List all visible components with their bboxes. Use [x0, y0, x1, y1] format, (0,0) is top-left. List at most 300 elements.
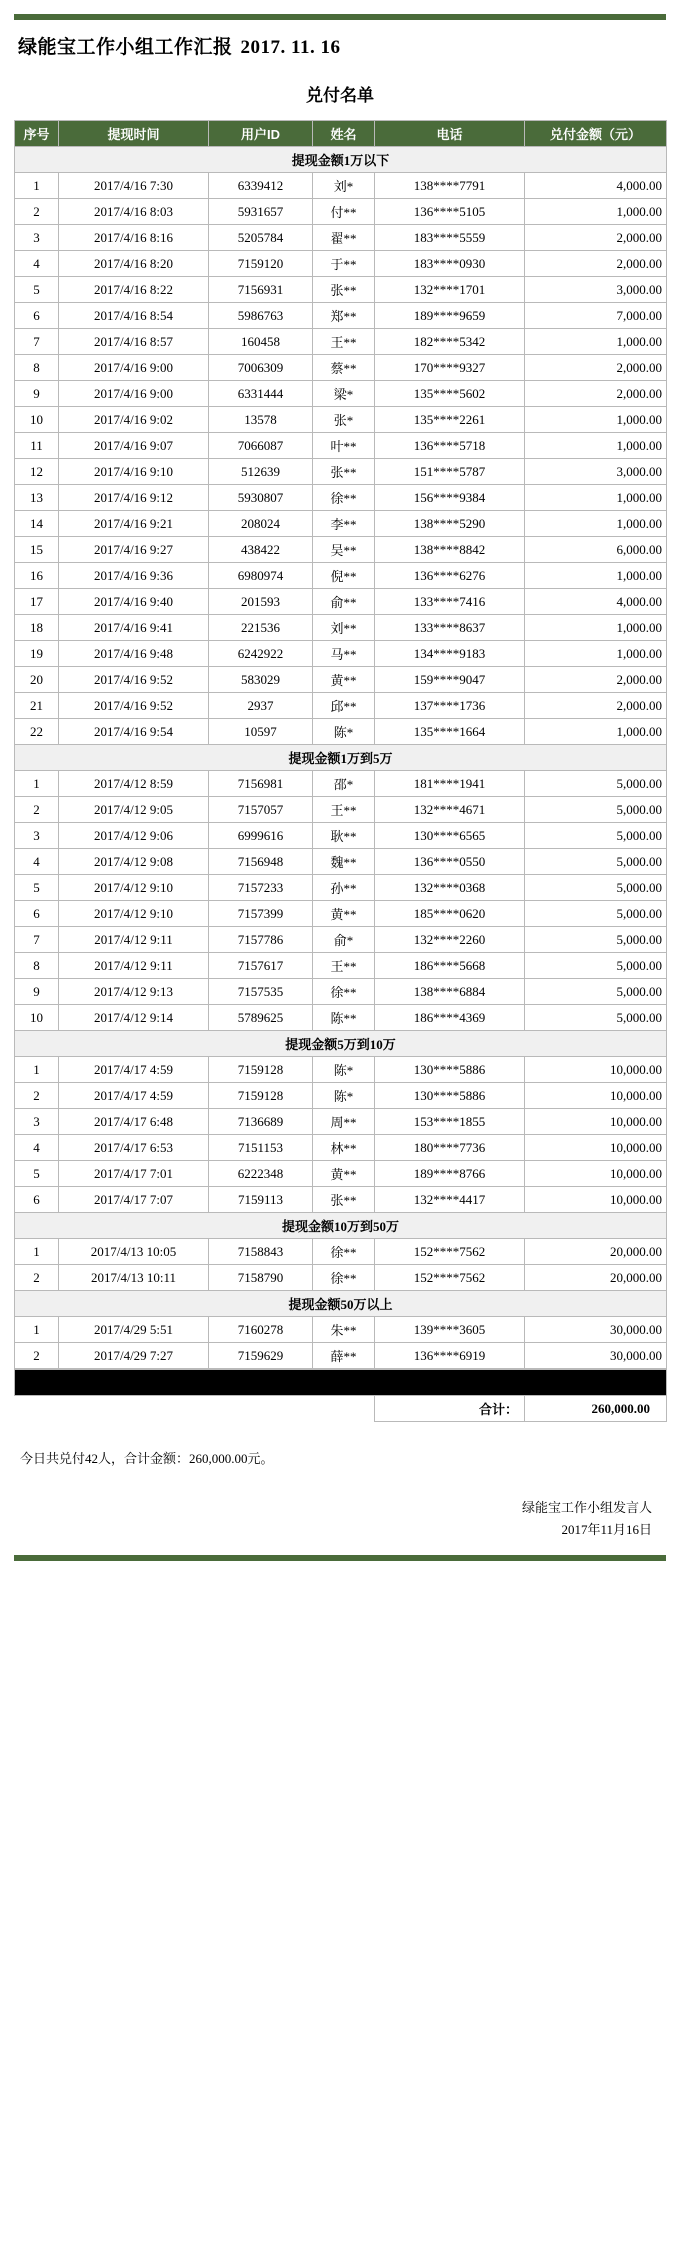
cell-phone: 189****8766 [375, 1161, 525, 1187]
cell-time: 2017/4/16 9:48 [59, 641, 209, 667]
cell-time: 2017/4/17 4:59 [59, 1083, 209, 1109]
table-row [15, 511, 667, 537]
table-row [15, 1161, 667, 1187]
total-table [14, 1369, 667, 1422]
cell-amount: 5,000.00 [525, 1005, 667, 1031]
cell-amount: 2,000.00 [525, 381, 667, 407]
cell-index: 15 [15, 537, 59, 563]
cell-name: 周** [313, 1109, 375, 1135]
table-row [15, 1317, 667, 1343]
cell-index: 9 [15, 979, 59, 1005]
cell-userid: 7157786 [209, 927, 313, 953]
table-row [15, 329, 667, 355]
cell-index: 14 [15, 511, 59, 537]
page-title-text: 绿能宝工作小组工作汇报 [18, 37, 233, 58]
cell-amount: 10,000.00 [525, 1135, 667, 1161]
cell-phone: 132****1701 [375, 277, 525, 303]
cell-amount: 2,000.00 [525, 667, 667, 693]
cell-index: 19 [15, 641, 59, 667]
table-row [15, 589, 667, 615]
cell-name: 陈* [313, 1083, 375, 1109]
cell-userid: 208024 [209, 511, 313, 537]
cell-amount: 2,000.00 [525, 251, 667, 277]
signature-org: 绿能宝工作小组发言人 [521, 1500, 652, 1515]
cell-amount: 5,000.00 [525, 901, 667, 927]
cell-phone: 186****4369 [375, 1005, 525, 1031]
table-row [15, 251, 667, 277]
cell-name: 王** [313, 329, 375, 355]
cell-amount: 1,000.00 [525, 329, 667, 355]
cell-name: 徐** [313, 485, 375, 511]
cell-name: 张** [313, 277, 375, 303]
cell-phone: 151****5787 [375, 459, 525, 485]
cell-phone: 136****6276 [375, 563, 525, 589]
table-row [15, 563, 667, 589]
column-header-index: 序号 [15, 121, 59, 147]
table-header [15, 121, 667, 147]
cell-time: 2017/4/29 5:51 [59, 1317, 209, 1343]
cell-userid: 5930807 [209, 485, 313, 511]
cell-phone: 183****0930 [375, 251, 525, 277]
top-divider [14, 14, 666, 20]
cell-phone: 138****6884 [375, 979, 525, 1005]
bottom-divider [14, 1555, 666, 1561]
table-row [15, 875, 667, 901]
table-row [15, 173, 667, 199]
cell-index: 10 [15, 1005, 59, 1031]
table-row [15, 823, 667, 849]
cell-amount: 2,000.00 [525, 693, 667, 719]
cell-amount: 1,000.00 [525, 199, 667, 225]
cell-name: 薛** [313, 1343, 375, 1369]
cell-index: 7 [15, 329, 59, 355]
table-row [15, 537, 667, 563]
cell-phone: 189****9659 [375, 303, 525, 329]
cell-phone: 159****9047 [375, 667, 525, 693]
cell-time: 2017/4/16 8:22 [59, 277, 209, 303]
cell-phone: 134****9183 [375, 641, 525, 667]
cell-userid: 5789625 [209, 1005, 313, 1031]
cell-userid: 201593 [209, 589, 313, 615]
cell-name: 蔡** [313, 355, 375, 381]
cell-name: 郑** [313, 303, 375, 329]
table-row [15, 199, 667, 225]
table-row [15, 1265, 667, 1291]
cell-amount: 5,000.00 [525, 797, 667, 823]
cell-index: 7 [15, 927, 59, 953]
cell-amount: 10,000.00 [525, 1057, 667, 1083]
group-header-row [15, 147, 667, 173]
signature-date: 2017年11月16日 [561, 1522, 652, 1538]
table-header-row [15, 121, 667, 147]
cell-amount: 5,000.00 [525, 849, 667, 875]
cell-name: 徐** [313, 979, 375, 1005]
cell-userid: 5931657 [209, 199, 313, 225]
cell-amount: 20,000.00 [525, 1265, 667, 1291]
cell-userid: 10597 [209, 719, 313, 745]
cell-userid: 221536 [209, 615, 313, 641]
cell-time: 2017/4/16 9:12 [59, 485, 209, 511]
cell-userid: 6331444 [209, 381, 313, 407]
cell-time: 2017/4/16 9:00 [59, 381, 209, 407]
cell-amount: 2,000.00 [525, 225, 667, 251]
table-row [15, 459, 667, 485]
cell-userid: 13578 [209, 407, 313, 433]
cell-name: 张* [313, 407, 375, 433]
cell-phone: 136****0550 [375, 849, 525, 875]
cell-phone: 137****1736 [375, 693, 525, 719]
cell-phone: 181****1941 [375, 771, 525, 797]
table-row [15, 1343, 667, 1369]
cell-amount: 10,000.00 [525, 1161, 667, 1187]
cell-time: 2017/4/16 9:00 [59, 355, 209, 381]
cell-time: 2017/4/12 9:14 [59, 1005, 209, 1031]
cell-time: 2017/4/16 9:41 [59, 615, 209, 641]
cell-name: 徐** [313, 1265, 375, 1291]
cell-userid: 7159128 [209, 1083, 313, 1109]
cell-time: 2017/4/16 9:52 [59, 667, 209, 693]
cell-phone: 182****5342 [375, 329, 525, 355]
cell-name: 陈* [313, 1057, 375, 1083]
section-title: 兑付名单 [306, 86, 374, 105]
cell-phone: 138****7791 [375, 173, 525, 199]
cell-time: 2017/4/12 9:10 [59, 875, 209, 901]
cell-phone: 136****5105 [375, 199, 525, 225]
table-row [15, 303, 667, 329]
cell-time: 2017/4/16 9:40 [59, 589, 209, 615]
total-label: 合计： [375, 1396, 525, 1422]
cell-amount: 7,000.00 [525, 303, 667, 329]
cell-phone: 138****5290 [375, 511, 525, 537]
cell-userid: 7158843 [209, 1239, 313, 1265]
cell-name: 刘* [313, 173, 375, 199]
cell-amount: 3,000.00 [525, 459, 667, 485]
cell-phone: 132****4417 [375, 1187, 525, 1213]
cell-userid: 7066087 [209, 433, 313, 459]
cell-index: 9 [15, 381, 59, 407]
cell-name: 梁* [313, 381, 375, 407]
table-row [15, 381, 667, 407]
cell-index: 2 [15, 1265, 59, 1291]
cell-amount: 5,000.00 [525, 953, 667, 979]
cell-index: 5 [15, 875, 59, 901]
cell-userid: 7156981 [209, 771, 313, 797]
page-title [14, 32, 666, 59]
cell-time: 2017/4/13 10:05 [59, 1239, 209, 1265]
group-header-label: 提现金额5万到10万 [15, 1031, 667, 1057]
cell-time: 2017/4/16 9:21 [59, 511, 209, 537]
table-row [15, 1135, 667, 1161]
cell-phone: 136****5718 [375, 433, 525, 459]
cell-time: 2017/4/16 8:57 [59, 329, 209, 355]
cell-index: 11 [15, 433, 59, 459]
cell-time: 2017/4/16 9:10 [59, 459, 209, 485]
table-row [15, 641, 667, 667]
table-row [15, 277, 667, 303]
cell-phone: 130****6565 [375, 823, 525, 849]
cell-time: 2017/4/12 9:10 [59, 901, 209, 927]
cell-index: 10 [15, 407, 59, 433]
cell-userid: 7136689 [209, 1109, 313, 1135]
black-separator-cell [15, 1370, 667, 1396]
cell-index: 2 [15, 1343, 59, 1369]
cell-userid: 6999616 [209, 823, 313, 849]
cell-time: 2017/4/29 7:27 [59, 1343, 209, 1369]
table-row [15, 771, 667, 797]
table-row [15, 1109, 667, 1135]
cell-index: 4 [15, 1135, 59, 1161]
cell-userid: 583029 [209, 667, 313, 693]
cell-name: 林** [313, 1135, 375, 1161]
cell-index: 5 [15, 277, 59, 303]
cell-index: 1 [15, 1239, 59, 1265]
cell-time: 2017/4/12 9:06 [59, 823, 209, 849]
cell-index: 18 [15, 615, 59, 641]
cell-phone: 186****5668 [375, 953, 525, 979]
cell-time: 2017/4/16 9:36 [59, 563, 209, 589]
cell-name: 魏** [313, 849, 375, 875]
table-row [15, 849, 667, 875]
cell-name: 付** [313, 199, 375, 225]
cell-phone: 138****8842 [375, 537, 525, 563]
cell-name: 王** [313, 953, 375, 979]
cell-time: 2017/4/16 9:27 [59, 537, 209, 563]
group-header-row [15, 1213, 667, 1239]
cell-name: 邵* [313, 771, 375, 797]
cell-index: 6 [15, 1187, 59, 1213]
cell-userid: 7157399 [209, 901, 313, 927]
cell-time: 2017/4/17 6:48 [59, 1109, 209, 1135]
cell-time: 2017/4/12 9:08 [59, 849, 209, 875]
cell-name: 马** [313, 641, 375, 667]
table-row [15, 953, 667, 979]
cell-userid: 160458 [209, 329, 313, 355]
table-row [15, 927, 667, 953]
cell-phone: 180****7736 [375, 1135, 525, 1161]
cell-userid: 7006309 [209, 355, 313, 381]
cell-name: 邱** [313, 693, 375, 719]
cell-time: 2017/4/12 9:05 [59, 797, 209, 823]
cell-index: 3 [15, 225, 59, 251]
cell-name: 黄** [313, 1161, 375, 1187]
cell-phone: 132****0368 [375, 875, 525, 901]
cell-index: 3 [15, 1109, 59, 1135]
cell-amount: 30,000.00 [525, 1343, 667, 1369]
table-row [15, 225, 667, 251]
cell-index: 13 [15, 485, 59, 511]
cell-name: 朱** [313, 1317, 375, 1343]
cell-amount: 20,000.00 [525, 1239, 667, 1265]
cell-index: 17 [15, 589, 59, 615]
cell-name: 王** [313, 797, 375, 823]
cell-amount: 2,000.00 [525, 355, 667, 381]
cell-time: 2017/4/12 9:11 [59, 927, 209, 953]
cell-name: 于** [313, 251, 375, 277]
cell-name: 徐** [313, 1239, 375, 1265]
group-header-row [15, 745, 667, 771]
cell-index: 1 [15, 173, 59, 199]
cell-userid: 7157617 [209, 953, 313, 979]
cell-userid: 7157233 [209, 875, 313, 901]
column-header-name: 姓名 [313, 121, 375, 147]
cell-time: 2017/4/12 8:59 [59, 771, 209, 797]
table-row [15, 979, 667, 1005]
group-header-row [15, 1291, 667, 1317]
table-row [15, 693, 667, 719]
cell-amount: 1,000.00 [525, 485, 667, 511]
cell-time: 2017/4/16 8:54 [59, 303, 209, 329]
cell-name: 吴** [313, 537, 375, 563]
table-row [15, 797, 667, 823]
cell-index: 2 [15, 797, 59, 823]
cell-time: 2017/4/13 10:11 [59, 1265, 209, 1291]
cell-index: 8 [15, 355, 59, 381]
cell-time: 2017/4/16 7:30 [59, 173, 209, 199]
cell-phone: 156****9384 [375, 485, 525, 511]
cell-name: 叶** [313, 433, 375, 459]
cell-name: 陈** [313, 1005, 375, 1031]
cell-amount: 3,000.00 [525, 277, 667, 303]
cell-userid: 6339412 [209, 173, 313, 199]
cell-userid: 7156931 [209, 277, 313, 303]
cell-phone: 130****5886 [375, 1057, 525, 1083]
cell-userid: 6222348 [209, 1161, 313, 1187]
cell-amount: 5,000.00 [525, 875, 667, 901]
cell-index: 1 [15, 1317, 59, 1343]
cell-time: 2017/4/16 9:54 [59, 719, 209, 745]
group-header-label: 提现金额10万到50万 [15, 1213, 667, 1239]
cell-index: 1 [15, 771, 59, 797]
cell-name: 张** [313, 1187, 375, 1213]
cell-time: 2017/4/17 4:59 [59, 1057, 209, 1083]
cell-amount: 6,000.00 [525, 537, 667, 563]
cell-phone: 132****2260 [375, 927, 525, 953]
cell-index: 21 [15, 693, 59, 719]
cell-amount: 5,000.00 [525, 823, 667, 849]
cell-name: 陈* [313, 719, 375, 745]
cell-amount: 30,000.00 [525, 1317, 667, 1343]
column-header-time: 提现时间 [59, 121, 209, 147]
group-header-label: 提现金额50万以上 [15, 1291, 667, 1317]
cell-time: 2017/4/17 7:01 [59, 1161, 209, 1187]
cell-userid: 7160278 [209, 1317, 313, 1343]
cell-index: 2 [15, 199, 59, 225]
cell-time: 2017/4/16 9:52 [59, 693, 209, 719]
cell-amount: 1,000.00 [525, 407, 667, 433]
table-row [15, 719, 667, 745]
cell-time: 2017/4/16 8:03 [59, 199, 209, 225]
cell-time: 2017/4/16 8:16 [59, 225, 209, 251]
cell-index: 20 [15, 667, 59, 693]
cell-phone: 133****8637 [375, 615, 525, 641]
cell-time: 2017/4/16 9:02 [59, 407, 209, 433]
cell-userid: 6980974 [209, 563, 313, 589]
cell-phone: 153****1855 [375, 1109, 525, 1135]
group-header-label: 提现金额1万以下 [15, 147, 667, 173]
cell-index: 4 [15, 251, 59, 277]
cell-userid: 5205784 [209, 225, 313, 251]
cell-name: 黄** [313, 901, 375, 927]
cell-index: 12 [15, 459, 59, 485]
cell-index: 1 [15, 1057, 59, 1083]
column-header-userid: 用户ID [209, 121, 313, 147]
table-row [15, 615, 667, 641]
cell-userid: 2937 [209, 693, 313, 719]
cell-name: 孙** [313, 875, 375, 901]
cell-amount: 5,000.00 [525, 979, 667, 1005]
cell-index: 5 [15, 1161, 59, 1187]
column-header-phone: 电话 [375, 121, 525, 147]
payout-table [14, 120, 667, 1369]
table-row [15, 407, 667, 433]
cell-phone: 135****2261 [375, 407, 525, 433]
black-separator-bar [15, 1370, 667, 1396]
cell-userid: 7159113 [209, 1187, 313, 1213]
cell-phone: 135****1664 [375, 719, 525, 745]
cell-time: 2017/4/17 6:53 [59, 1135, 209, 1161]
table-row [15, 1005, 667, 1031]
cell-amount: 10,000.00 [525, 1109, 667, 1135]
cell-name: 俞** [313, 589, 375, 615]
cell-userid: 512639 [209, 459, 313, 485]
cell-userid: 7157535 [209, 979, 313, 1005]
table-row [15, 1083, 667, 1109]
cell-userid: 7159120 [209, 251, 313, 277]
cell-userid: 7158790 [209, 1265, 313, 1291]
cell-userid: 7151153 [209, 1135, 313, 1161]
cell-amount: 10,000.00 [525, 1187, 667, 1213]
total-row [15, 1396, 667, 1422]
cell-amount: 1,000.00 [525, 563, 667, 589]
cell-phone: 183****5559 [375, 225, 525, 251]
table-row [15, 1057, 667, 1083]
cell-index: 8 [15, 953, 59, 979]
column-header-amount: 兑付金额（元） [525, 121, 667, 147]
cell-userid: 7156948 [209, 849, 313, 875]
cell-index: 6 [15, 303, 59, 329]
cell-amount: 5,000.00 [525, 927, 667, 953]
cell-name: 倪** [313, 563, 375, 589]
cell-index: 22 [15, 719, 59, 745]
cell-time: 2017/4/12 9:13 [59, 979, 209, 1005]
cell-name: 耿** [313, 823, 375, 849]
group-header-label: 提现金额1万到5万 [15, 745, 667, 771]
cell-userid: 5986763 [209, 303, 313, 329]
table-row [15, 485, 667, 511]
cell-amount: 1,000.00 [525, 719, 667, 745]
cell-name: 黄** [313, 667, 375, 693]
cell-index: 16 [15, 563, 59, 589]
cell-userid: 7159629 [209, 1343, 313, 1369]
report-date: 2017. 11. 16 [240, 37, 341, 58]
cell-amount: 1,000.00 [525, 615, 667, 641]
cell-time: 2017/4/17 7:07 [59, 1187, 209, 1213]
cell-phone: 139****3605 [375, 1317, 525, 1343]
cell-userid: 438422 [209, 537, 313, 563]
cell-userid: 7157057 [209, 797, 313, 823]
cell-phone: 170****9327 [375, 355, 525, 381]
cell-amount: 10,000.00 [525, 1083, 667, 1109]
cell-name: 刘** [313, 615, 375, 641]
summary-text: 今日共兑付42人，合计金额：260,000.00元。 [20, 1451, 274, 1466]
table-row [15, 1239, 667, 1265]
cell-phone: 130****5886 [375, 1083, 525, 1109]
cell-amount: 4,000.00 [525, 589, 667, 615]
table-row [15, 667, 667, 693]
cell-name: 翟** [313, 225, 375, 251]
table-body [15, 147, 667, 1369]
cell-phone: 185****0620 [375, 901, 525, 927]
